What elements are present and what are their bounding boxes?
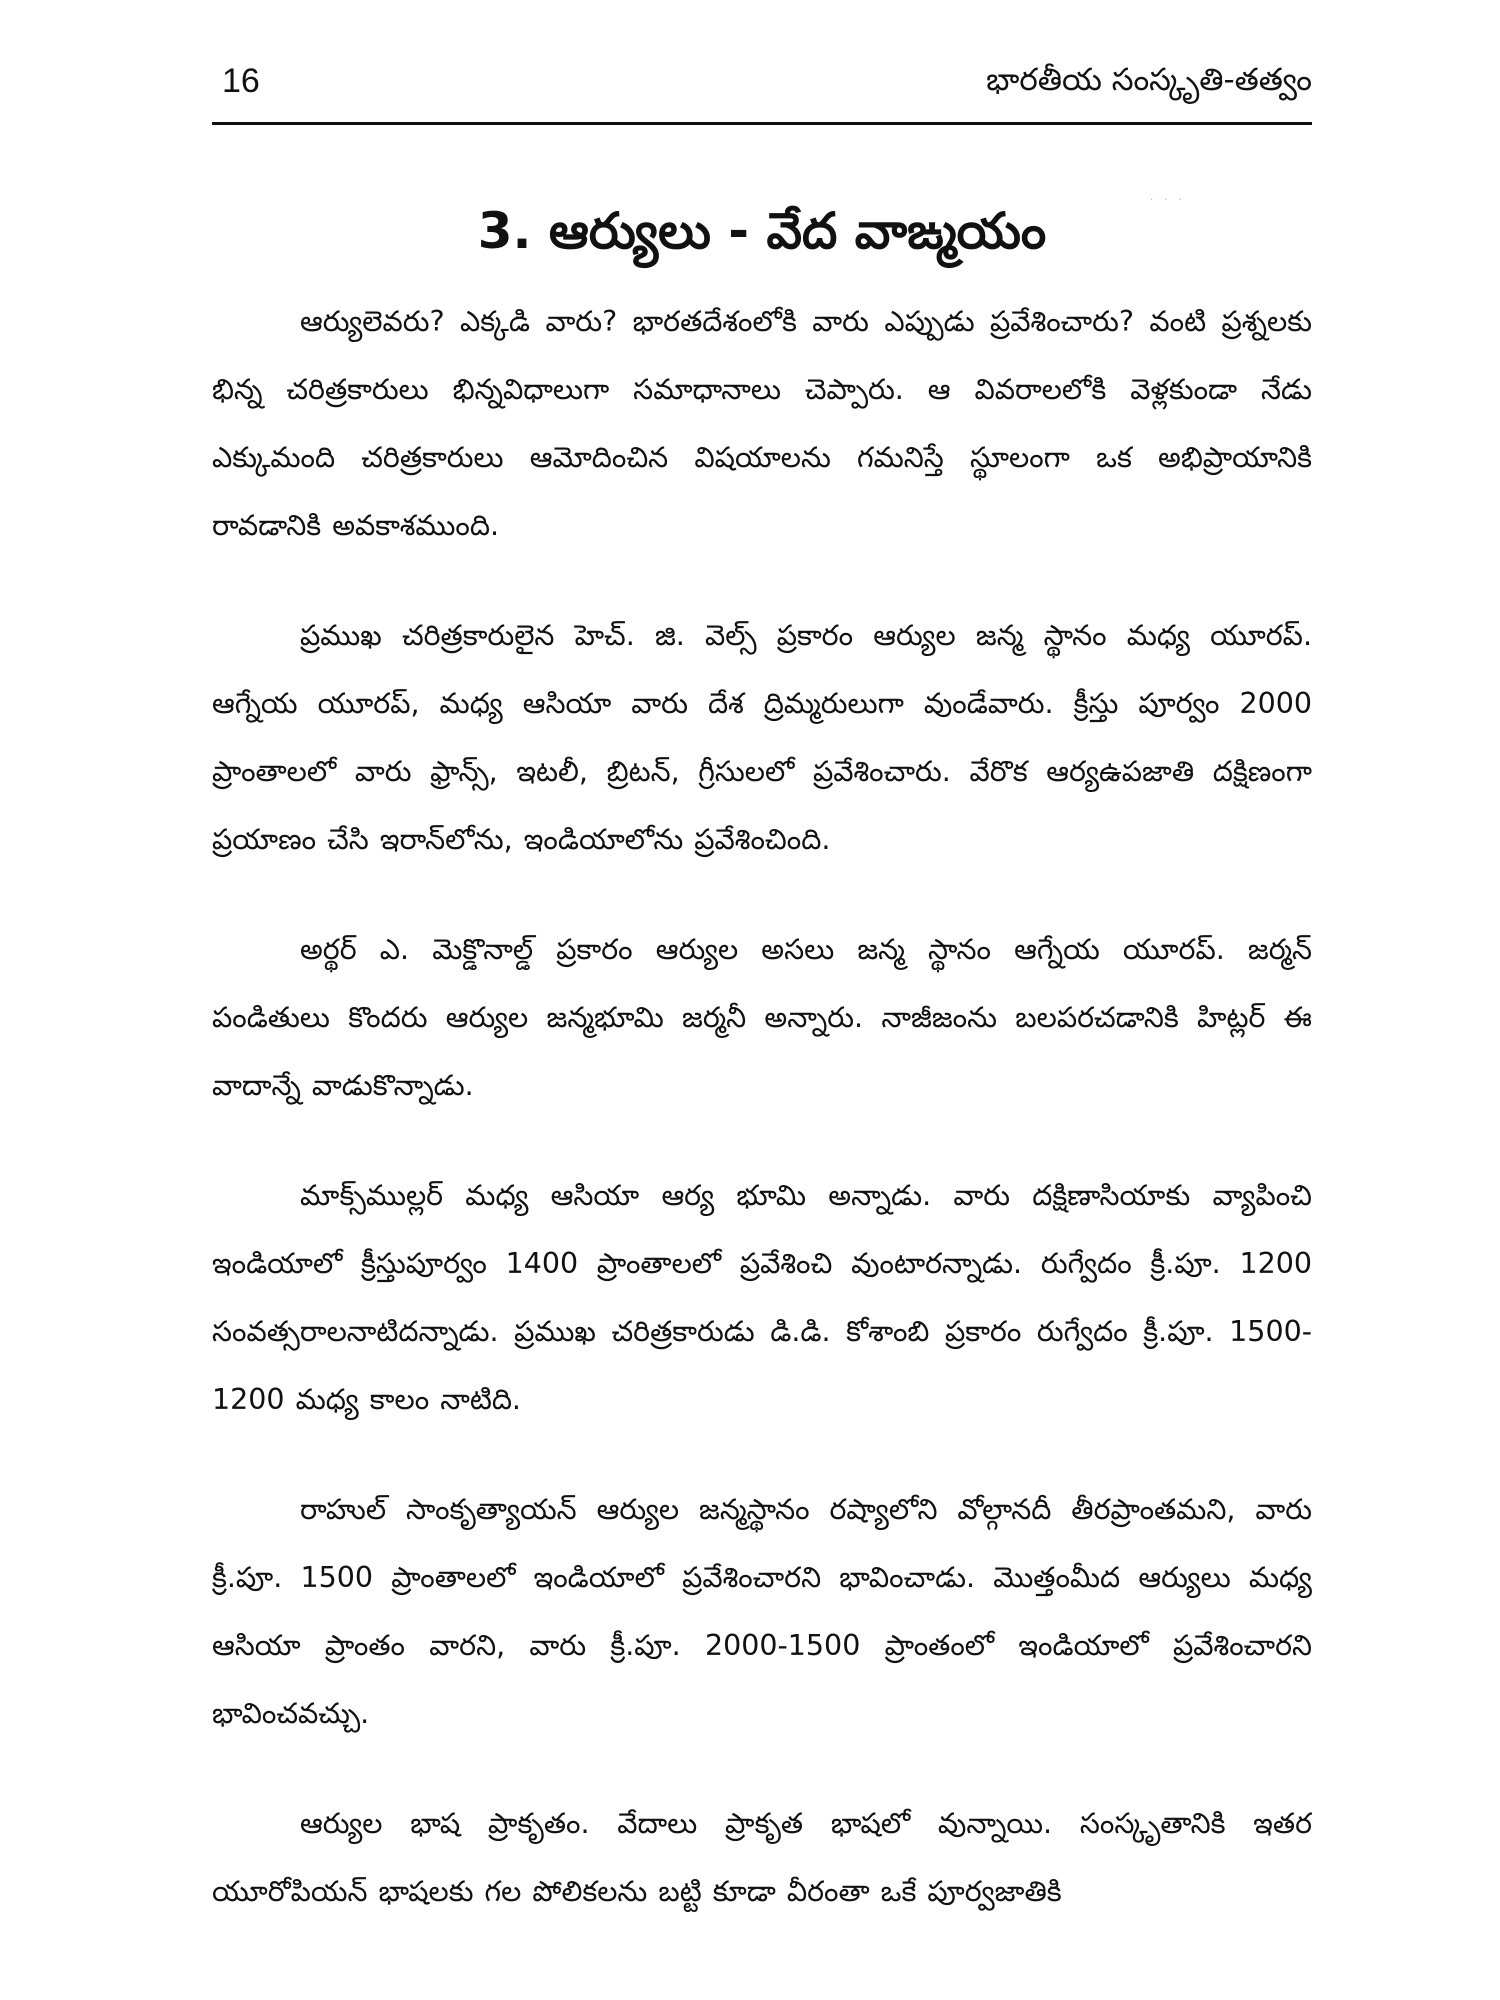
running-title: భారతీయ సంస్కృతి-తత్వం — [986, 62, 1312, 98]
print-speck: · · · — [1150, 195, 1186, 206]
page-number: 16 — [222, 62, 260, 100]
page-header — [212, 52, 1312, 116]
body-text — [212, 288, 1312, 1968]
paragraph-1: ఆర్యులెవరు? ఎక్కడి వారు? భారతదేశంలోకి వారు ఎప్పుడు ప్రవేశించారు? వంటి ప్రశ్నలకు భిన్న చరిత్రకారులు భిన్నవిధాలుగా సమాధానాలు చెప్పారు. ఆ వివరాలలోకి వెళ్లకుండా నేడు ఎక్కుమంది చరిత్రకారులు ఆమోదించిన విషయాలను గమనిస్తే స్థూలంగా ఒక అభిప్రాయానికి రావడానికి అవకాశముంది. — [212, 305, 1312, 542]
paragraph-3: అర్థర్ ఎ. మెక్డొనాల్డ్ ప్రకారం ఆర్యుల అసలు జన్మ స్థానం ఆగ్నేయ యూరప్. జర్మన్ పండితులు కొందరు ఆర్యుల జన్మభూమి జర్మనీ అన్నారు. నాజీజంను బలపరచడానికి హిట్లర్ ఈ వాదాన్నే వాడుకొన్నాడు. — [212, 933, 1312, 1102]
chapter-title: 3. ఆర్యులు - వేద వాఙ్మయం — [477, 201, 1047, 260]
paragraph-6: ఆర్యుల భాష ప్రాకృతం. వేదాలు ప్రాకృత భాషలో వున్నాయి. సంస్కృతానికి ఇతర యూరోపియన్ భాషలకు గల పోలికలను బట్టి కూడా వీరంతా ఒకే పూర్వజాతికి — [212, 1807, 1312, 1908]
paragraph-5: రాహుల్ సాంకృత్యాయన్ ఆర్యుల జన్మస్థానం రష్యాలోని వోల్గానదీ తీరప్రాంతమని, వారు క్రీ.పూ. 1500 ప్రాంతాలలో ఇండియాలో ప్రవేశించారని భావించాడు. మొత్తంమీద ఆర్యులు మధ్య ఆసియా ప్రాంతం వారని, వారు క్రీ.పూ. 2000-1500 ప్రాంతంలో ఇండియాలో ప్రవేశించారని భావించవచ్చు. — [212, 1493, 1312, 1730]
paragraph-4: మాక్స్‌ముల్లర్ మధ్య ఆసియా ఆర్య భూమి అన్నాడు. వారు దక్షిణాసియాకు వ్యాపించి ఇండియాలో క్రీస్తుపూర్వం 1400 ప్రాంతాలలో ప్రవేశించి వుంటారన్నాడు. రుగ్వేదం క్రీ.పూ. 1200 సంవత్సరాలనాటిదన్నాడు. ప్రముఖ చరిత్రకారుడు డి.డి. కోశాంబి ప్రకారం రుగ్వేదం క్రీ.పూ. 1500-1200 మధ్య కాలం నాటిది. — [212, 1179, 1312, 1416]
paragraph-2: ప్రముఖ చరిత్రకారులైన హెచ్. జి. వెల్స్ ప్రకారం ఆర్యుల జన్మ స్థానం మధ్య యూరప్. ఆగ్నేయ యూరప్, మధ్య ఆసియా వారు దేశ ద్రిమ్మరులుగా వుండేవారు. క్రీస్తు పూర్వం 2000 ప్రాంతాలలో వారు ఫ్రాన్స్, ఇటలీ, బ్రిటన్, గ్రీసులలో ప్రవేశించారు. వేరొక ఆర్యఉపజాతి దక్షిణంగా ప్రయాణం చేసి ఇరాన్‌లోను, ఇండియాలోను ప్రవేశించింది. — [212, 619, 1312, 856]
header-rule — [212, 122, 1312, 125]
